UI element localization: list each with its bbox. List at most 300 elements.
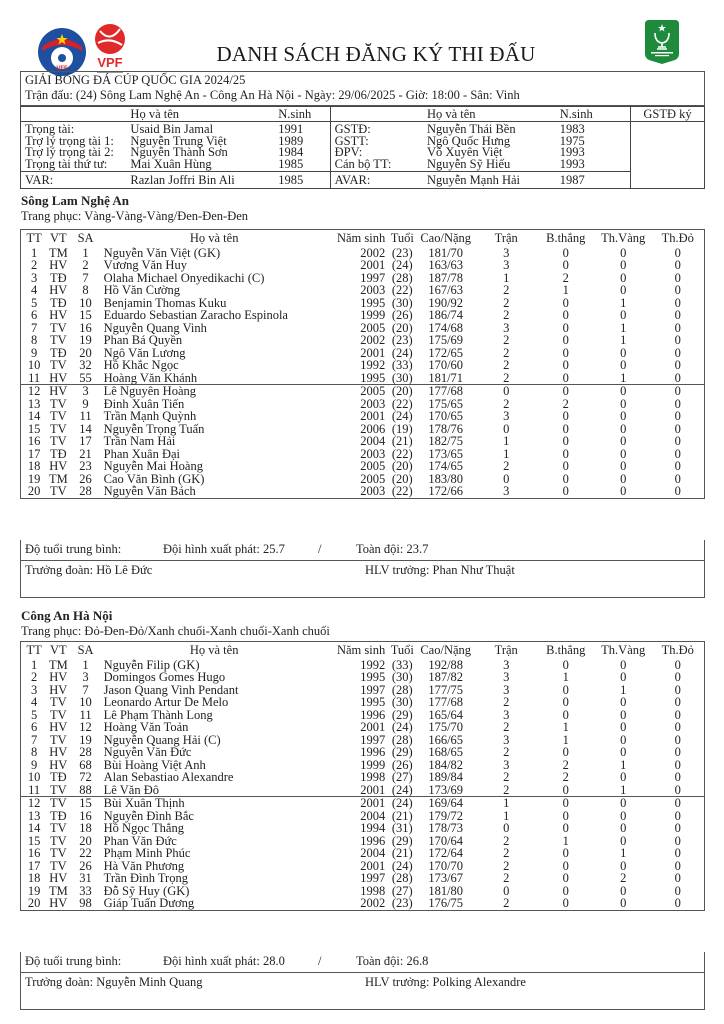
- player-age: (24): [391, 409, 413, 423]
- player-number: 11: [28, 782, 41, 797]
- player-yellow-cards: 0: [620, 858, 627, 873]
- player-shirt-number: 3: [73, 385, 97, 398]
- player-shirt-number: 98: [79, 896, 92, 910]
- player-position: HV: [49, 370, 68, 385]
- player-number: 12: [21, 797, 43, 810]
- player-birth-year: 2003: [360, 283, 386, 297]
- player-red-cards: 0: [674, 883, 681, 898]
- player-goals: 0: [562, 245, 569, 260]
- player-height-weight: 172/64: [428, 846, 464, 860]
- player-age: (29): [391, 707, 413, 722]
- roster-header: [21, 642, 704, 659]
- player-position: TĐ: [49, 446, 67, 461]
- player-yellow-cards: 0: [620, 396, 627, 411]
- player-number: 6: [30, 720, 38, 734]
- player-red-cards: 0: [651, 385, 704, 398]
- head-coach: HLV trưởng: Phan Như Thuật: [365, 563, 515, 577]
- team-2-roster-body: [21, 659, 704, 910]
- player-goals: 0: [562, 308, 569, 322]
- player-player-name: Nguyễn Trọng Tuấn: [103, 421, 205, 436]
- player-player-name: Phan Văn Đức: [103, 833, 177, 848]
- player-red-cards: 0: [674, 833, 681, 848]
- player-red-cards: 0: [674, 682, 681, 697]
- player-shirt-number: 28: [79, 745, 92, 759]
- player-age: (24): [391, 782, 413, 797]
- player-red-cards: 0: [674, 308, 681, 322]
- player-red-cards: 0: [674, 459, 681, 473]
- player-red-cards: 0: [674, 295, 681, 310]
- official-role: AVAR:: [330, 172, 423, 189]
- player-player-name: Hoàng Văn Khánh: [103, 370, 198, 385]
- player-shirt-number: 2: [82, 258, 89, 272]
- player-birth-year: 2002: [360, 245, 386, 260]
- player-matches: 1: [503, 808, 510, 823]
- player-goals: 0: [536, 797, 595, 810]
- player-age: (20): [391, 471, 413, 486]
- player-shirt-number: 32: [79, 358, 92, 372]
- player-number: 17: [27, 446, 41, 461]
- player-number: 4: [30, 695, 38, 709]
- column-header-red-cards: Th.Đỏ: [661, 643, 694, 657]
- player-birth-year: 1999: [360, 757, 386, 772]
- player-shirt-number: 3: [82, 670, 89, 684]
- player-number: 9: [30, 345, 38, 360]
- player-age: (31): [391, 821, 413, 835]
- column-header-player-name: Họ và tên: [189, 643, 239, 657]
- player-yellow-cards: 0: [620, 434, 627, 448]
- player-yellow-cards: 1: [620, 333, 627, 347]
- player-yellow-cards: 1: [620, 320, 627, 335]
- player-birth-year: 2003: [360, 396, 386, 411]
- player-matches: 2: [503, 308, 510, 322]
- player-goals: 0: [562, 808, 569, 823]
- player-matches: 3: [503, 409, 510, 423]
- player-position: HV: [49, 308, 68, 322]
- player-red-cards: 0: [674, 370, 681, 385]
- player-red-cards: 0: [674, 695, 681, 709]
- player-player-name: Hồ Văn Cường: [103, 283, 181, 297]
- column-header-matches: Trận: [494, 643, 518, 657]
- player-shirt-number: 20: [79, 345, 92, 360]
- official-role: Trọng tài thứ tư:: [21, 159, 127, 172]
- player-birth-year: 1997: [360, 682, 386, 697]
- player-birth-year: 2005: [360, 459, 386, 473]
- player-yellow-cards: 0: [620, 732, 627, 747]
- player-height-weight: 189/84: [428, 770, 464, 784]
- official-role: Cán bộ TT:: [330, 159, 423, 172]
- player-age: (30): [391, 695, 413, 709]
- player-shirt-number: 26: [79, 858, 92, 873]
- player-height-weight: 166/65: [428, 732, 464, 747]
- player-red-cards: 0: [674, 245, 681, 260]
- roster-header: [21, 230, 704, 247]
- player-height-weight: 172/66: [428, 484, 464, 498]
- player-number: 1: [30, 657, 38, 672]
- player-yellow-cards: 0: [620, 833, 627, 848]
- player-number: 8: [30, 745, 38, 759]
- signature-header: GSTĐ ký: [631, 107, 705, 122]
- player-height-weight: 181/71: [428, 370, 464, 385]
- player-matches: 2: [503, 846, 510, 860]
- player-red-cards: 0: [674, 657, 681, 672]
- official-name: Nguyễn Mạnh Hải: [423, 172, 556, 189]
- player-shirt-number: 16: [79, 808, 92, 823]
- player-position: TV: [49, 434, 67, 448]
- player-birth-year: 1992: [360, 657, 386, 672]
- player-number: 2: [30, 670, 38, 684]
- player-red-cards: 0: [674, 670, 681, 684]
- player-red-cards: 0: [674, 396, 681, 411]
- column-header-goals: B.thắng: [546, 643, 586, 657]
- player-position: TV: [49, 695, 67, 709]
- player-shirt-number: 19: [79, 732, 92, 747]
- player-player-name: Alan Sebastiao Alexandre: [103, 770, 234, 784]
- player-row: [21, 359, 704, 372]
- player-birth-year: 1995: [360, 370, 386, 385]
- player-player-name: Olaha Michael Onyedikachi (C): [103, 270, 265, 285]
- player-age: (28): [391, 732, 413, 747]
- player-row: [21, 784, 704, 797]
- column-header-goals: B.thắng: [546, 231, 586, 245]
- player-yellow-cards: 0: [620, 770, 627, 784]
- player-shirt-number: 18: [79, 821, 92, 835]
- player-yellow-cards: 0: [595, 385, 651, 398]
- player-age: (30): [391, 670, 413, 684]
- player-red-cards: 0: [674, 320, 681, 335]
- avg-age-starting: Đội hình xuất phát: 28.0: [163, 954, 285, 968]
- player-goals: 0: [562, 345, 569, 360]
- player-player-name: Đinh Xuân Tiến: [103, 396, 185, 411]
- player-yellow-cards: 1: [620, 370, 627, 385]
- player-height-weight: 167/63: [428, 283, 464, 297]
- player-age: (27): [391, 770, 413, 784]
- player-position: TĐ: [49, 808, 67, 823]
- player-shirt-number: 10: [79, 695, 92, 709]
- player-shirt-number: 31: [79, 871, 92, 885]
- player-matches: 2: [503, 370, 510, 385]
- player-birth-year: 1995: [360, 695, 386, 709]
- player-player-name: Leonardo Artur De Melo: [103, 695, 229, 709]
- player-number: 5: [30, 707, 38, 722]
- player-height-weight: 187/82: [428, 670, 464, 684]
- player-row: [21, 897, 704, 910]
- player-number: 16: [27, 434, 41, 448]
- player-player-name: Phan Bá Quyền: [103, 333, 183, 347]
- player-red-cards: 0: [674, 345, 681, 360]
- player-position: TV: [49, 846, 67, 860]
- player-birth-year: 2005: [325, 385, 390, 398]
- player-goals: 0: [562, 484, 569, 498]
- player-yellow-cards: 2: [620, 871, 627, 885]
- player-height-weight: 184/82: [428, 757, 464, 772]
- officials-header-name: Họ và tên: [126, 107, 274, 122]
- player-player-name: Nguyễn Văn Việt (GK): [103, 245, 221, 260]
- player-age: (26): [391, 757, 413, 772]
- column-header-age: Tuổi: [390, 231, 414, 245]
- player-number: 20: [27, 484, 41, 498]
- player-player-name: Đỗ Sỹ Huy (GK): [103, 883, 190, 898]
- player-number: 16: [27, 846, 41, 860]
- player-height-weight: 172/65: [428, 345, 464, 360]
- player-row: [21, 847, 704, 860]
- player-yellow-cards: 0: [620, 821, 627, 835]
- player-number: 7: [30, 732, 38, 747]
- player-position: TV: [49, 409, 67, 423]
- player-row: [21, 410, 704, 423]
- document-title: DANH SÁCH ĐĂNG KÝ THI ĐẤU: [216, 42, 536, 66]
- player-birth-year: 2001: [360, 720, 386, 734]
- player-player-name: Jason Quang Vinh Pendant: [103, 682, 239, 697]
- player-matches: 2: [503, 345, 510, 360]
- player-birth-year: 1996: [360, 833, 386, 848]
- player-position: TV: [49, 821, 67, 835]
- player-row: [21, 334, 704, 347]
- player-player-name: Hồ Khắc Ngọc: [103, 358, 179, 372]
- player-shirt-number: 20: [79, 833, 92, 848]
- player-goals: 0: [562, 682, 569, 697]
- player-row: [21, 872, 704, 885]
- column-header-yellow-cards: Th.Vàng: [601, 231, 646, 245]
- player-height-weight: 170/65: [428, 409, 464, 423]
- player-player-name: Phạm Minh Phúc: [103, 846, 191, 860]
- player-position: TV: [49, 421, 67, 436]
- column-header-number: TT: [26, 643, 42, 657]
- player-goals: 0: [562, 782, 569, 797]
- column-header-red-cards: Th.Đỏ: [661, 231, 694, 245]
- player-yellow-cards: 0: [620, 896, 627, 910]
- player-player-name: Bùi Hoàng Việt Anh: [103, 757, 206, 772]
- player-number: 17: [27, 858, 41, 873]
- player-yellow-cards: 0: [620, 471, 627, 486]
- player-matches: 2: [503, 283, 510, 297]
- player-number: 8: [30, 333, 38, 347]
- player-yellow-cards: 0: [620, 345, 627, 360]
- player-matches: 2: [503, 295, 510, 310]
- player-yellow-cards: 0: [620, 446, 627, 461]
- player-birth-year: 2004: [360, 808, 386, 823]
- player-number: 10: [27, 358, 41, 372]
- player-matches: 0: [503, 821, 510, 835]
- player-yellow-cards: 0: [620, 808, 627, 823]
- player-birth-year: 2001: [360, 858, 386, 873]
- player-matches: 2: [503, 358, 510, 372]
- player-red-cards: 0: [674, 757, 681, 772]
- player-birth-year: 2001: [360, 409, 386, 423]
- player-goals: 0: [562, 858, 569, 873]
- player-height-weight: 173/67: [428, 871, 464, 885]
- player-age: (30): [391, 370, 413, 385]
- player-yellow-cards: 0: [620, 245, 627, 260]
- player-goals: 0: [562, 821, 569, 835]
- player-row: [21, 259, 704, 272]
- player-yellow-cards: 0: [620, 421, 627, 436]
- player-red-cards: 0: [674, 808, 681, 823]
- player-goals: 0: [536, 385, 595, 398]
- player-red-cards: 0: [674, 283, 681, 297]
- player-birth-year: 2004: [360, 434, 386, 448]
- player-shirt-number: 33: [79, 883, 92, 898]
- player-row: [21, 771, 704, 784]
- avg-age-label: Độ tuổi trung bình:: [25, 542, 122, 556]
- player-red-cards: 0: [674, 871, 681, 885]
- player-number: 15: [27, 421, 41, 436]
- player-birth-year: 2001: [360, 258, 386, 272]
- player-player-name: Trần Đình Trọng: [103, 871, 188, 885]
- player-number: 19: [27, 471, 41, 486]
- player-matches: 2: [503, 695, 510, 709]
- player-matches: 2: [503, 720, 510, 734]
- player-shirt-number: 72: [79, 770, 92, 784]
- player-birth-year: 2001: [360, 782, 386, 797]
- player-matches: 0: [503, 883, 510, 898]
- player-position: HV: [49, 871, 68, 885]
- player-position: HV: [49, 283, 68, 297]
- player-matches: 3: [503, 258, 510, 272]
- official-role: VAR:: [21, 172, 127, 189]
- official-year: 1984: [274, 147, 330, 159]
- official-name: Razlan Joffri Bin Ali: [126, 172, 274, 189]
- player-age: (22): [391, 396, 413, 411]
- officials-header-year-2: N.sinh: [556, 107, 631, 122]
- player-red-cards: 0: [674, 846, 681, 860]
- player-birth-year: 2005: [360, 320, 386, 335]
- player-height-weight: 186/74: [428, 308, 464, 322]
- player-yellow-cards: 1: [620, 846, 627, 860]
- player-yellow-cards: 0: [620, 695, 627, 709]
- player-number: 11: [28, 370, 41, 385]
- player-position: TV: [49, 320, 67, 335]
- player-number: 4: [30, 283, 38, 297]
- player-goals: 0: [562, 333, 569, 347]
- player-age: (22): [391, 484, 413, 498]
- player-shirt-number: 9: [82, 396, 89, 411]
- official-year: 1975: [556, 136, 631, 148]
- player-height-weight: 175/69: [428, 333, 464, 347]
- player-age: (28): [391, 871, 413, 885]
- column-header-position: VT: [49, 643, 67, 657]
- player-red-cards: 0: [651, 797, 704, 810]
- player-matches: 0: [476, 385, 537, 398]
- player-shirt-number: 14: [79, 421, 92, 436]
- player-height-weight: 163/63: [428, 258, 464, 272]
- player-shirt-number: 1: [82, 657, 89, 672]
- player-player-name: Hà Văn Phương: [103, 858, 185, 873]
- player-position: TV: [43, 797, 73, 810]
- player-player-name: Giáp Tuấn Dương: [103, 896, 195, 910]
- player-matches: 0: [503, 471, 510, 486]
- player-matches: 2: [503, 896, 510, 910]
- player-number: 14: [27, 821, 41, 835]
- player-age: (23): [391, 245, 413, 260]
- player-player-name: Nguyễn Văn Bách: [103, 484, 196, 498]
- player-birth-year: 1998: [360, 883, 386, 898]
- team-manager: Trưởng đoàn: Hồ Lê Đức: [25, 563, 153, 577]
- player-number: 1: [30, 245, 38, 260]
- official-role: Trợ lý trọng tài 2:: [21, 147, 127, 159]
- player-yellow-cards: 0: [620, 459, 627, 473]
- official-year: 1985: [274, 159, 330, 172]
- player-height-weight: 181/80: [428, 883, 464, 898]
- player-position: TV: [49, 358, 67, 372]
- officials-table: [20, 106, 705, 189]
- player-red-cards: 0: [674, 720, 681, 734]
- player-goals: 0: [562, 446, 569, 461]
- column-header-age: Tuổi: [390, 643, 414, 657]
- player-height-weight: 175/70: [428, 720, 464, 734]
- player-player-name: Phan Xuân Đại: [103, 446, 181, 461]
- player-red-cards: 0: [674, 707, 681, 722]
- player-birth-year: 1998: [360, 770, 386, 784]
- player-red-cards: 0: [674, 258, 681, 272]
- player-position: HV: [49, 459, 68, 473]
- player-birth-year: 2003: [360, 446, 386, 461]
- player-row: [21, 485, 704, 498]
- player-goals: 0: [562, 434, 569, 448]
- player-shirt-number: 88: [79, 782, 92, 797]
- player-matches: 2: [503, 459, 510, 473]
- player-matches: 3: [503, 670, 510, 684]
- player-player-name: Benjamin Thomas Kuku: [103, 295, 227, 310]
- player-birth-year: 1995: [360, 670, 386, 684]
- player-age: (27): [391, 883, 413, 898]
- player-birth-year: 1997: [360, 871, 386, 885]
- player-shirt-number: 28: [79, 484, 92, 498]
- player-number: 12: [21, 385, 43, 398]
- official-year: 1993: [556, 147, 631, 159]
- player-age: (24): [391, 720, 413, 734]
- official-year: 1991: [274, 122, 330, 136]
- player-position: TM: [48, 245, 68, 260]
- player-shirt-number: 7: [82, 682, 89, 697]
- player-red-cards: 0: [674, 358, 681, 372]
- player-shirt-number: 7: [82, 270, 89, 285]
- player-player-name: Nguyễn Quang Vinh: [103, 320, 207, 335]
- player-height-weight: 170/64: [428, 833, 464, 848]
- player-matches: 3: [503, 732, 510, 747]
- player-height-weight: 182/75: [428, 434, 464, 448]
- player-birth-year: 2005: [360, 471, 386, 486]
- player-number: 6: [30, 308, 38, 322]
- player-matches: 1: [476, 797, 537, 810]
- player-yellow-cards: 1: [620, 782, 627, 797]
- column-header-shirt-number: SA: [77, 231, 94, 245]
- player-height-weight: 181/70: [428, 245, 464, 260]
- player-age: (28): [391, 270, 413, 285]
- player-player-name: Trần Mạnh Quỳnh: [103, 409, 197, 423]
- player-yellow-cards: 1: [620, 757, 627, 772]
- player-age: (21): [391, 434, 413, 448]
- player-age: (29): [391, 745, 413, 759]
- column-header-height-weight: Cao/Nặng: [420, 643, 472, 657]
- official-role: GSTĐ:: [334, 122, 371, 136]
- player-red-cards: 0: [674, 333, 681, 347]
- player-yellow-cards: 0: [620, 707, 627, 722]
- player-yellow-cards: 0: [620, 670, 627, 684]
- team-1-roster-body: [21, 247, 704, 498]
- player-player-name: Nguyễn Quang Hải (C): [103, 732, 221, 747]
- player-goals: 2: [562, 396, 569, 411]
- official-name: Mai Xuân Hùng: [126, 159, 274, 172]
- player-height-weight: 187/78: [428, 270, 464, 285]
- official-name: Ngô Quốc Hưng: [426, 133, 511, 148]
- player-position: HV: [49, 745, 68, 759]
- player-yellow-cards: 0: [620, 308, 627, 322]
- player-matches: 2: [503, 333, 510, 347]
- player-goals: 2: [562, 270, 569, 285]
- player-height-weight: 178/73: [428, 821, 464, 835]
- player-player-name: Nguyễn Văn Đức: [103, 745, 192, 759]
- player-red-cards: 0: [674, 770, 681, 784]
